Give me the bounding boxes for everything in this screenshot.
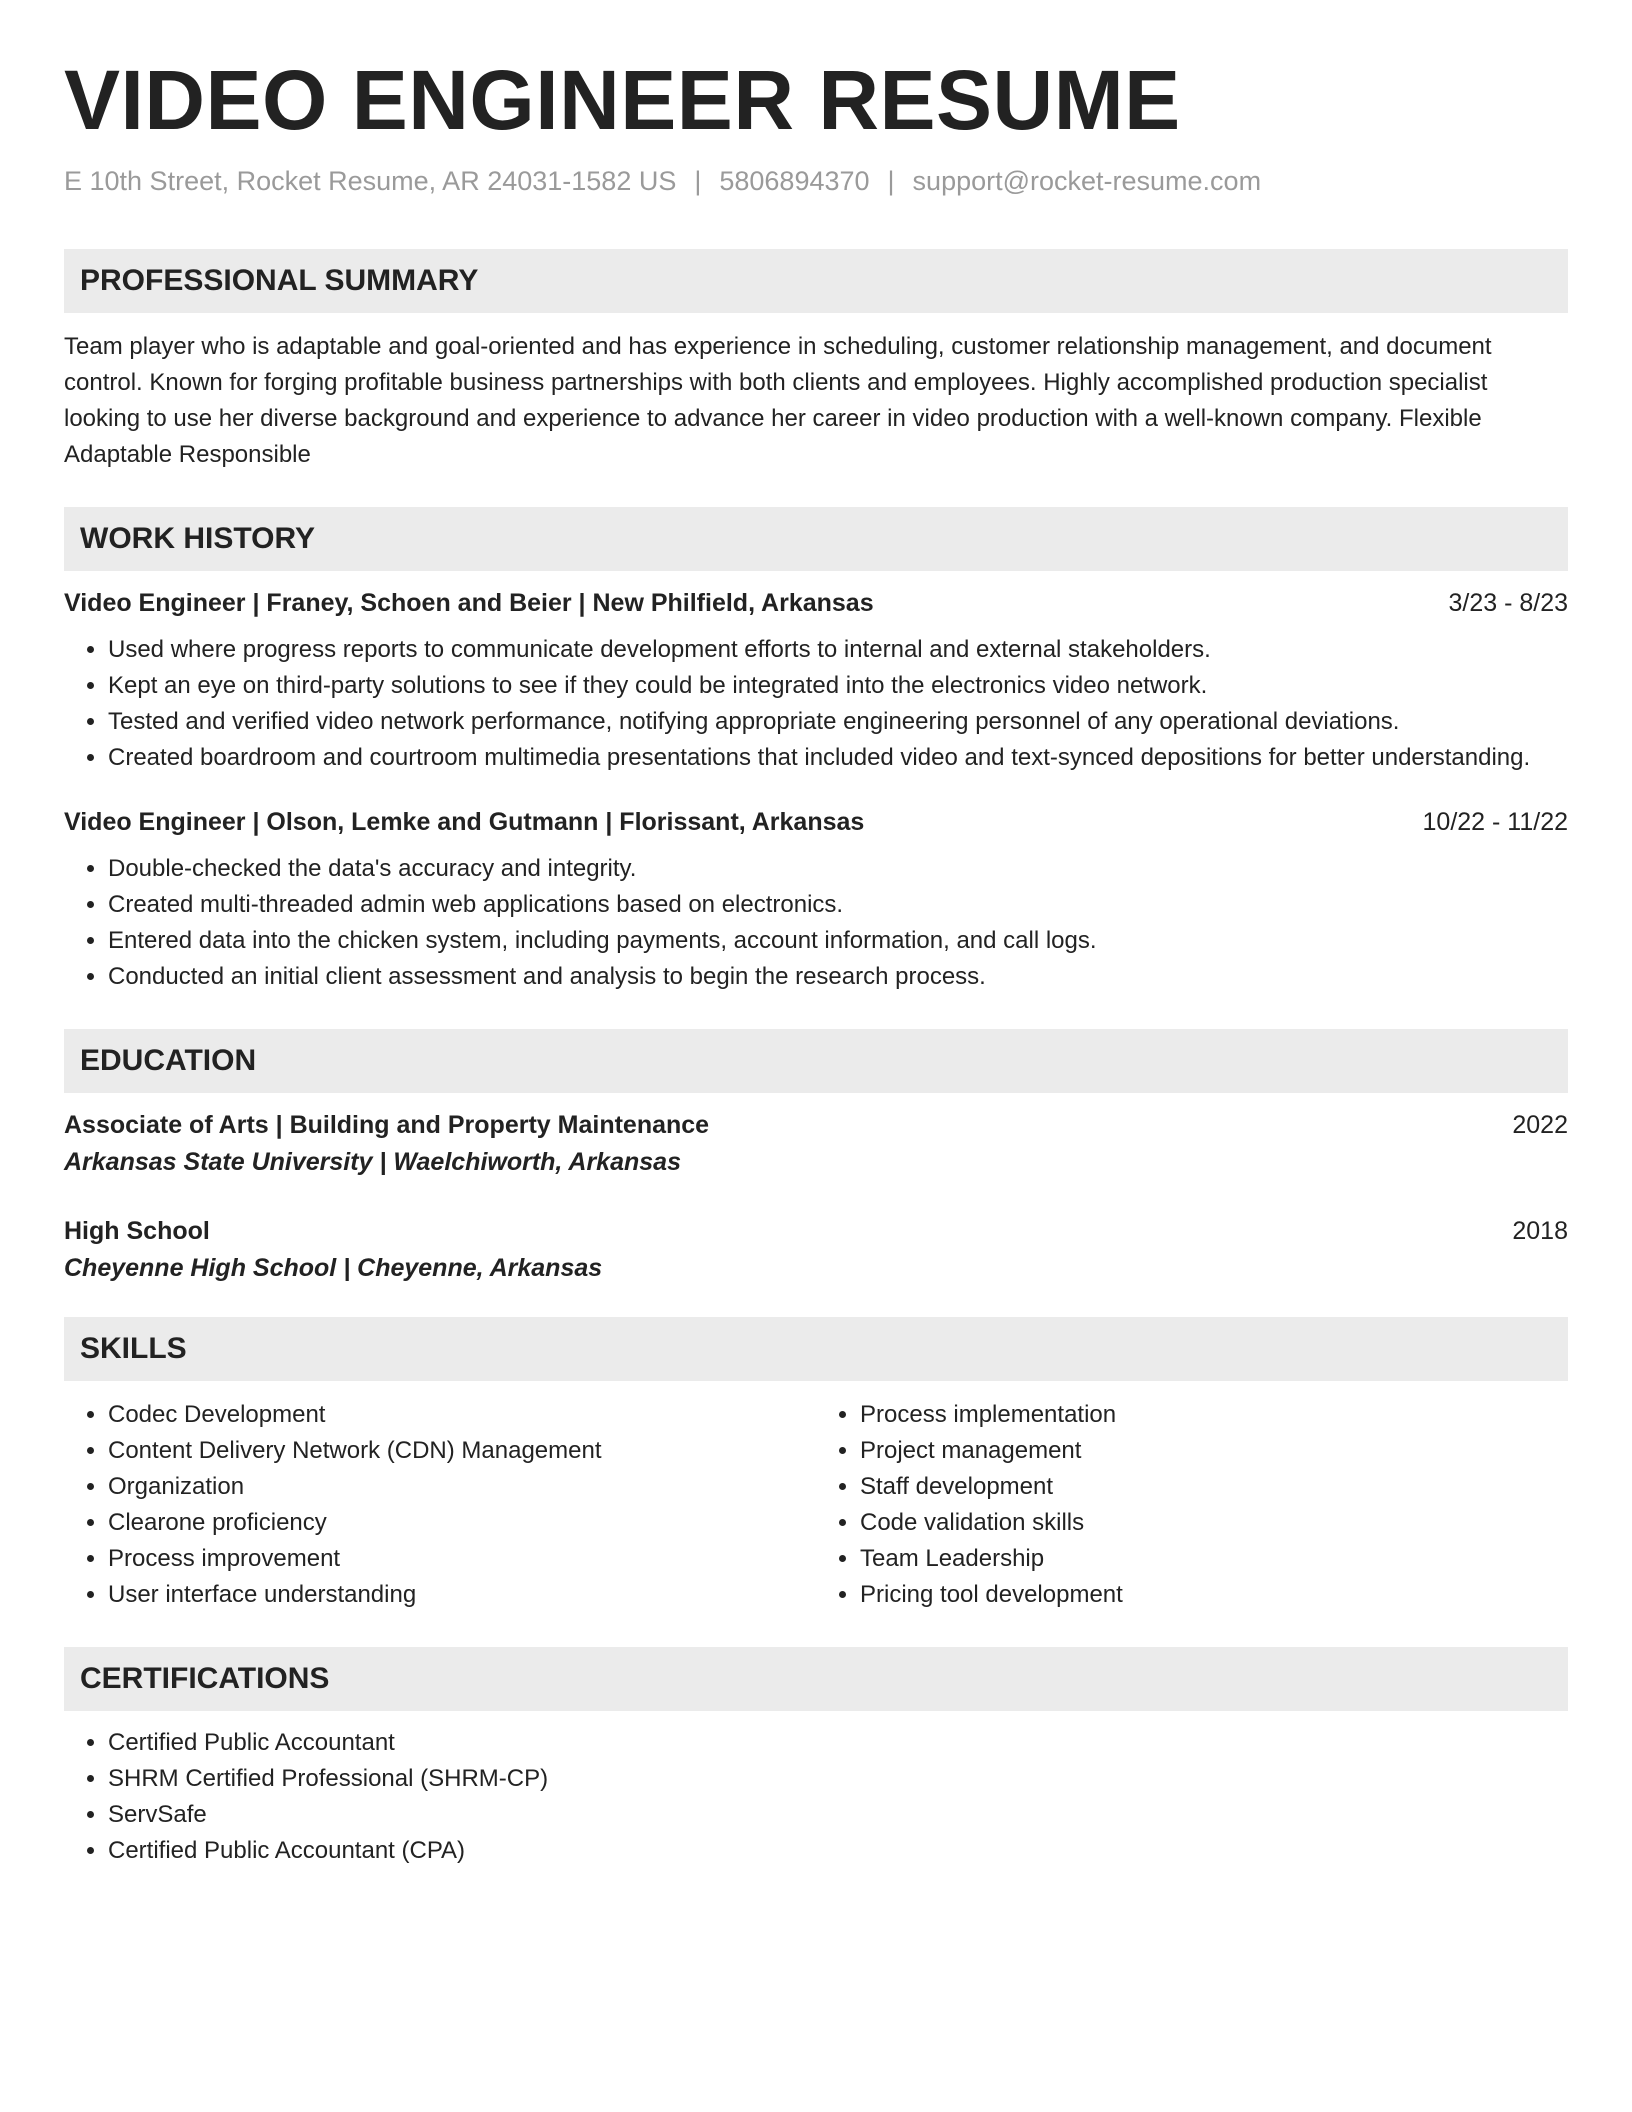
list-item: • Code validation skills [860,1505,1568,1541]
list-item: • Clearone proficiency [108,1505,816,1541]
job-title: Video Engineer | Franey, Schoen and Beier | New Philfield, Arkansas [64,589,874,617]
education-school: Arkansas State University | Waelchiworth, Arkansas [64,1148,681,1176]
education-degree: Associate of Arts | Building and Property Maintenance [64,1111,710,1139]
list-item: • Team Leadership [860,1541,1568,1577]
education-school: Cheyenne High School | Cheyenne, Arkansas [64,1254,603,1282]
list-item: • Kept an eye on third-party solutions to see if they could be integrated into the electronics video network. [108,668,1568,704]
skills-heading: SKILLS [64,1317,1568,1381]
summary-text: Team player who is adaptable and goal-oriented and has experience in scheduling, customer relationship management, and document control. Known for forging profitable business partnerships with both clients and employees. Highly accomplished production specialist looking to use her diverse background and experience to advance her career in video production with a well-known company. Flexible Adaptable Responsible [64,333,1492,468]
list-item: • Conducted an initial client assessment and analysis to begin the research process. [108,959,1568,995]
certifications-heading: CERTIFICATIONS [64,1647,1568,1711]
list-item: • Process implementation [860,1397,1568,1433]
certifications-list [64,1725,1568,1869]
contact-phone: 5806894370 [719,166,870,196]
summary-heading: PROFESSIONAL SUMMARY [64,249,1568,313]
job-header [64,808,1568,837]
contact-email: support@rocket-resume.com [912,166,1262,196]
list-item: • Certified Public Accountant [108,1725,1568,1761]
work-history-heading: WORK HISTORY [64,507,1568,571]
list-item: • Created multi-threaded admin web applications based on electronics. [108,887,1568,923]
education-degree: High School [64,1217,210,1245]
list-item: • Project management [860,1433,1568,1469]
education-year: 2018 [1512,1217,1568,1245]
job-bullets [64,851,1568,995]
contact-separator: | [694,166,702,196]
list-item: • Process improvement [108,1541,816,1577]
list-item: • SHRM Certified Professional (SHRM-CP) [108,1761,1568,1797]
education-year: 2022 [1512,1111,1568,1139]
list-item: • Organization [108,1469,816,1505]
job-dates: 3/23 - 8/23 [1448,589,1568,617]
job-header [64,589,1568,618]
education-entry [64,1217,1568,1246]
skills-left-column [64,1397,816,1613]
list-item: • Created boardroom and courtroom multimedia presentations that included video and text-synced depositions for better understanding. [108,740,1568,776]
education-heading: EDUCATION [64,1029,1568,1093]
skills-right-column [816,1397,1568,1613]
job-bullets [64,632,1568,776]
education-entry [64,1111,1568,1140]
list-item: • Codec Development [108,1397,816,1433]
list-item: • Content Delivery Network (CDN) Management [108,1433,816,1469]
resume-title: VIDEO ENGINEER RESUME [64,53,1181,147]
list-item: • Entered data into the chicken system, including payments, account information, and call logs. [108,923,1568,959]
list-item: • Double-checked the data's accuracy and integrity. [108,851,1568,887]
list-item: • ServSafe [108,1797,1568,1833]
list-item: • Staff development [860,1469,1568,1505]
list-item: • User interface understanding [108,1577,816,1613]
contact-separator: | [887,166,895,196]
job-dates: 10/22 - 11/22 [1422,808,1568,836]
contact-line [64,166,1568,197]
list-item: • Pricing tool development [860,1577,1568,1613]
contact-address: E 10th Street, Rocket Resume, AR 24031-1582 US [64,166,677,196]
list-item: • Certified Public Accountant (CPA) [108,1833,1568,1869]
job-title: Video Engineer | Olson, Lemke and Gutmann | Florissant, Arkansas [64,808,865,836]
skills-columns [64,1397,1568,1613]
list-item: • Tested and verified video network performance, notifying appropriate engineering personnel of any operational deviations. [108,704,1568,740]
list-item: • Used where progress reports to communicate development efforts to internal and external stakeholders. [108,632,1568,668]
